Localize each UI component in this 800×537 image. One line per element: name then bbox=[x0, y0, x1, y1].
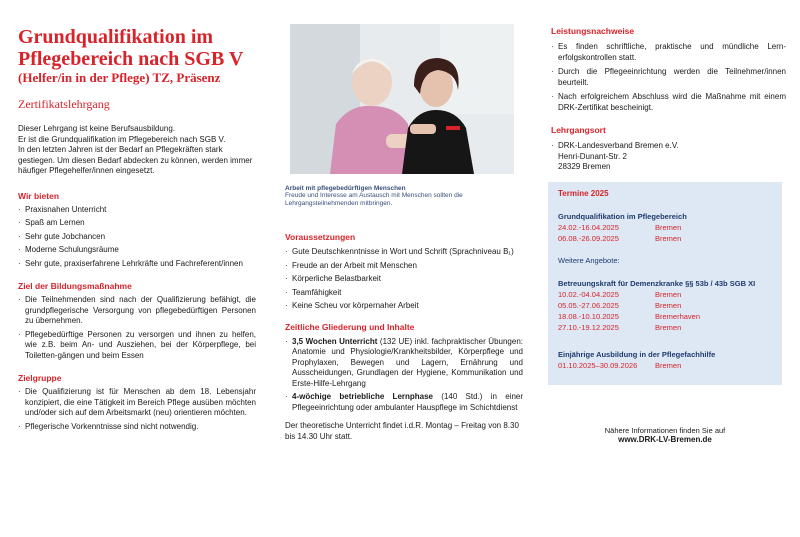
zielgruppe-list bbox=[18, 387, 256, 432]
list-item: · Durch die Pflegeeinrichtung werden die Teilnehmer/innen beurteilt. bbox=[551, 67, 786, 88]
list-item: · Nach erfolgreichem Abschluss wird die Maßnahme mit einem DRK-Zertifikat bescheinigt. bbox=[551, 92, 786, 113]
wir-bieten-list bbox=[18, 205, 256, 270]
ziel-heading: Ziel der Bildungsmaßnahme bbox=[18, 281, 132, 291]
caption-text: Freude und Interesse am Austausch mit Menschen sollten die Lehrgangsteilnehmenden mitbringen. bbox=[285, 192, 463, 207]
leistung-list bbox=[551, 42, 786, 113]
wir-bieten-heading: Wir bieten bbox=[18, 190, 60, 201]
list-item bbox=[285, 392, 523, 413]
termine-date: 10.02.-04.04.2025 bbox=[558, 290, 619, 299]
footer-link[interactable]: www.DRK-LV-Bremen.de bbox=[618, 435, 712, 444]
termine-date: 06.08.-26.09.2025 bbox=[558, 234, 619, 243]
termine-place: Bremen bbox=[655, 234, 682, 243]
termine-heading: Termine 2025 bbox=[558, 189, 609, 198]
list-item: · Keine Scheu vor körpernaher Arbeit bbox=[285, 301, 523, 312]
termine-box bbox=[548, 182, 782, 385]
right-column bbox=[551, 0, 786, 173]
termine-date: 18.08.-10.10.2025 bbox=[558, 312, 619, 321]
list-item bbox=[285, 337, 523, 390]
list-item: · Pflegebedürftige Personen zu versorgen und ihnen zu helfen, wie z.B. beim An- und Ausziehen, bei der Körperpflege, bei Toiletten-gängen und beim Essen bbox=[18, 330, 256, 362]
weitere-angebote: Weitere Angebote: bbox=[558, 256, 620, 265]
termine-place: Bremen bbox=[655, 223, 682, 232]
voraussetzungen-heading: Voraussetzungen bbox=[285, 232, 356, 242]
list-item: · Spaß am Lernen bbox=[18, 218, 256, 229]
termine-date: 05.05.-27.06.2025 bbox=[558, 301, 619, 310]
list-item: · Sehr gute, praxiserfahrene Lehrkräfte und Fachreferent/innen bbox=[18, 259, 256, 270]
list-item: · Die Qualifizierung ist für Menschen ab dem 18. Lebensjahr konzipiert, die eine Tätigkeit im Bereich Pflege ausüben möchten und/oder sich auf dem Arbeitsmarkt (neu) orientieren möchten. bbox=[18, 387, 256, 419]
termine-group1-title: Grundqualifikation im Pflegebereich bbox=[558, 212, 687, 221]
termine-place: Bremen bbox=[655, 323, 682, 332]
list-item: · Körperliche Belastbarkeit bbox=[285, 274, 523, 285]
termine-place: Bremerhaven bbox=[655, 312, 701, 321]
caption-title: Arbeit mit pflegebedürftigen Menschen bbox=[285, 185, 406, 192]
ziel-list bbox=[18, 295, 256, 361]
list-item: · Praxisnahen Unterricht bbox=[18, 205, 256, 216]
address-line-3: 28329 Bremen bbox=[558, 162, 611, 171]
gliederung-item2-bold: 4-wöchige betriebliche Lernphase bbox=[292, 392, 434, 401]
termine-group3-title: Einjährige Ausbildung in der Pflegefachhilfe bbox=[558, 350, 716, 359]
footer bbox=[548, 426, 782, 444]
gliederung-item1-text: (132 UE) inkl. fachpraktischer Übungen: Anatomie und Physiologie/Krankheitsbilder, Körperpflege und Prophylaxen, Bewegen und Lagern, Ernährung und Ausscheidungen, Grundlagen der Hygiene, Kommunikation und Erste-Hilfe-Lehrgang bbox=[292, 336, 523, 388]
ort-heading: Lehrgangsort bbox=[551, 125, 606, 135]
title-line-2: Pflegebereich nach SGB V bbox=[18, 48, 244, 70]
leistung-heading: Leistungsnachweise bbox=[551, 26, 635, 36]
intro-p3: In den letzten Jahren ist der Bedarf an Pflegekräften stark gestiegen. Um diesen Bedarf abdecken zu können, werden immer häufiger Pflegehelfer/innen eingesetzt. bbox=[18, 145, 253, 175]
footer-text: Nähere Informationen finden Sie auf bbox=[604, 426, 726, 435]
list-item: · Freude an der Arbeit mit Menschen bbox=[285, 261, 523, 272]
list-item: · Sehr gute Jobchancen bbox=[18, 232, 256, 243]
address-line-2: Henri-Dunant-Str. 2 bbox=[558, 151, 627, 161]
intro-text bbox=[18, 124, 256, 177]
title-subtitle: (Helfer/in in der Pflege) TZ, Präsenz bbox=[18, 70, 221, 85]
gliederung-heading: Zeitliche Gliederung und Inhalte bbox=[285, 321, 415, 332]
list-item: · Moderne Schulungsräume bbox=[18, 245, 256, 256]
termine-group2-title: Betreuungskraft für Demenzkranke §§ 53b / 43b SGB XI bbox=[558, 279, 756, 288]
termine-place: Bremen bbox=[655, 301, 682, 310]
termine-date: 24.02.-16.04.2025 bbox=[558, 223, 619, 232]
termine-place: Bremen bbox=[655, 290, 682, 299]
termine-place: Bremen bbox=[655, 361, 682, 370]
list-item: · Teamfähigkeit bbox=[285, 288, 523, 299]
gliederung-item2-text: (140 Std.) in einer Pflegeeinrichtung oder ambulanter Hauspflege im Schichtdienst bbox=[292, 392, 524, 412]
page-title bbox=[18, 26, 256, 70]
termine-date: 27.10.-19.12.2025 bbox=[558, 323, 619, 332]
certificate-label: Zertifikatslehrgang bbox=[18, 97, 110, 111]
voraussetzungen-list bbox=[285, 247, 523, 312]
ort-address bbox=[551, 141, 786, 152]
list-item: · Gute Deutschkenntnisse in Wort und Schrift (Sprachniveau B₁) bbox=[285, 247, 523, 258]
left-column bbox=[18, 0, 256, 432]
gliederung-note: Der theoretische Unterricht findet i.d.R. Montag – Freitag von 8.30 bis 14.30 Uhr statt. bbox=[285, 421, 519, 441]
list-item: · Pflegerische Vorkenntnisse sind nicht notwendig. bbox=[18, 422, 256, 433]
title-line-1: Grundqualifikation im bbox=[18, 26, 214, 48]
address-line-1: · DRK-Landesverband Bremen e.V. bbox=[551, 141, 786, 152]
termine-date: 01.10.2025–30.09.2026 bbox=[558, 361, 638, 370]
list-item: · Die Teilnehmenden sind nach der Qualifizierung befähigt, die grundpflegerische Versorgung von pflegebedürftigen Personen zu übernehmen. bbox=[18, 295, 256, 327]
middle-column bbox=[285, 0, 523, 442]
gliederung-item1-bold: 3,5 Wochen Unterricht bbox=[292, 336, 378, 346]
photo-caption bbox=[285, 185, 523, 208]
list-item: · Es finden schriftliche, praktische und mündliche Lern-erfolgskontrollen statt. bbox=[551, 42, 786, 63]
gliederung-list bbox=[285, 337, 523, 414]
intro-p2: Er ist die Grundqualifikation im Pflegebereich nach SGB V. bbox=[18, 134, 226, 144]
intro-p1: Dieser Lehrgang ist keine Berufsausbildung. bbox=[18, 124, 175, 133]
zielgruppe-heading: Zielgruppe bbox=[18, 373, 62, 383]
